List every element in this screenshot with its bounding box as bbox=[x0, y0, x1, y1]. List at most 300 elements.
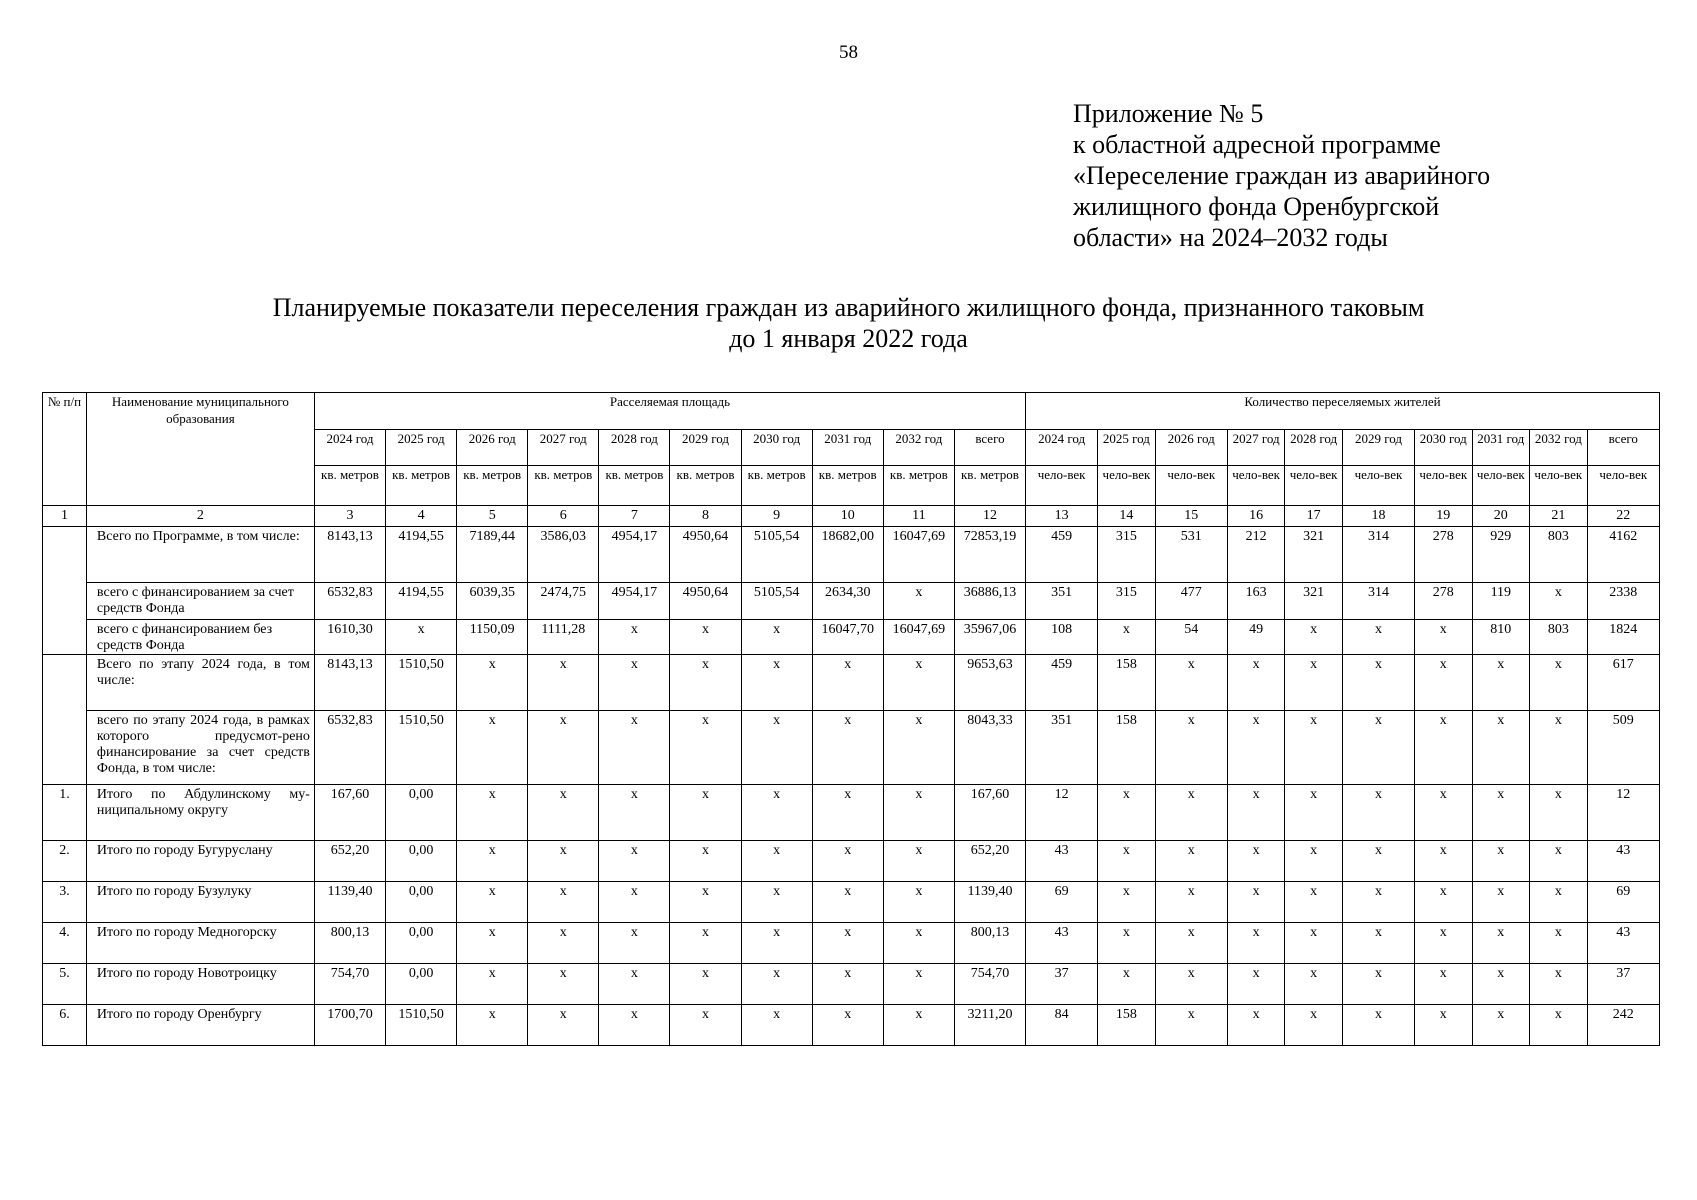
area-value-cell: 16047,69 bbox=[883, 527, 954, 583]
people-unit-header: чело-век bbox=[1098, 466, 1156, 506]
people-year-header: 2030 год bbox=[1415, 430, 1473, 466]
area-value-cell: 652,20 bbox=[954, 841, 1025, 882]
area-unit-header: кв. метров bbox=[457, 466, 528, 506]
people-value-cell: х bbox=[1155, 711, 1227, 785]
area-value-cell: х bbox=[883, 964, 954, 1005]
people-value-cell: 509 bbox=[1587, 711, 1659, 785]
people-value-cell: х bbox=[1098, 923, 1156, 964]
area-value-cell: х bbox=[812, 1005, 883, 1046]
area-unit-header: кв. метров bbox=[741, 466, 812, 506]
area-value-cell: х bbox=[599, 620, 670, 655]
people-value-cell: х bbox=[1415, 1005, 1473, 1046]
people-value-cell: 54 bbox=[1155, 620, 1227, 655]
table-body bbox=[43, 527, 1660, 1046]
people-unit-header: чело-век bbox=[1342, 466, 1414, 506]
people-value-cell: 315 bbox=[1098, 583, 1156, 620]
area-value-cell: х bbox=[599, 841, 670, 882]
area-year-header: 2025 год bbox=[386, 430, 457, 466]
people-value-cell: х bbox=[1098, 841, 1156, 882]
people-value-cell: х bbox=[1530, 841, 1588, 882]
area-year-header: 2028 год bbox=[599, 430, 670, 466]
area-value-cell: 1610,30 bbox=[314, 620, 385, 655]
area-value-cell: х bbox=[599, 711, 670, 785]
area-value-cell: 800,13 bbox=[314, 923, 385, 964]
people-value-cell: 351 bbox=[1026, 583, 1098, 620]
people-value-cell: х bbox=[1155, 882, 1227, 923]
people-value-cell: х bbox=[1530, 711, 1588, 785]
row-name: всего по этапу 2024 года, в рамках которого предусмот-рено финансирование за счет средств Фонда, в том числе: bbox=[86, 711, 314, 785]
people-value-cell: х bbox=[1227, 841, 1285, 882]
area-value-cell: 9653,63 bbox=[954, 655, 1025, 711]
column-number: 17 bbox=[1285, 506, 1343, 527]
area-value-cell: 18682,00 bbox=[812, 527, 883, 583]
table-header bbox=[43, 393, 1660, 527]
people-value-cell: 43 bbox=[1587, 923, 1659, 964]
people-value-cell: х bbox=[1342, 1005, 1414, 1046]
row-name: всего с финансированием за счет средств Фонда bbox=[86, 583, 314, 620]
area-year-header: 2026 год bbox=[457, 430, 528, 466]
area-value-cell: х bbox=[670, 1005, 741, 1046]
people-value-cell: 119 bbox=[1472, 583, 1530, 620]
area-value-cell: 0,00 bbox=[386, 964, 457, 1005]
people-value-cell: 803 bbox=[1530, 527, 1588, 583]
people-value-cell: х bbox=[1227, 964, 1285, 1005]
people-value-cell: 12 bbox=[1026, 785, 1098, 841]
column-number: 12 bbox=[954, 506, 1025, 527]
area-value-cell: х bbox=[457, 923, 528, 964]
people-year-header: 2031 год bbox=[1472, 430, 1530, 466]
column-number: 4 bbox=[386, 506, 457, 527]
area-value-cell: х bbox=[741, 964, 812, 1005]
area-value-cell: х bbox=[812, 655, 883, 711]
header-area-group: Расселяемая площадь bbox=[314, 393, 1025, 430]
area-value-cell: х bbox=[812, 785, 883, 841]
area-value-cell: 1139,40 bbox=[314, 882, 385, 923]
area-value-cell: 2474,75 bbox=[528, 583, 599, 620]
people-value-cell: х bbox=[1342, 785, 1414, 841]
row-number bbox=[43, 655, 87, 785]
area-value-cell: 167,60 bbox=[954, 785, 1025, 841]
people-value-cell: 315 bbox=[1098, 527, 1156, 583]
people-value-cell: 929 bbox=[1472, 527, 1530, 583]
area-value-cell: х bbox=[883, 1005, 954, 1046]
people-value-cell: 108 bbox=[1026, 620, 1098, 655]
area-unit-header: кв. метров bbox=[954, 466, 1025, 506]
column-number: 1 bbox=[43, 506, 87, 527]
column-number: 15 bbox=[1155, 506, 1227, 527]
people-value-cell: х bbox=[1098, 882, 1156, 923]
area-value-cell: х bbox=[457, 841, 528, 882]
area-value-cell: х bbox=[741, 882, 812, 923]
people-value-cell: х bbox=[1530, 583, 1588, 620]
column-number: 11 bbox=[883, 506, 954, 527]
header-name: Наименование муниципального образования bbox=[86, 393, 314, 506]
people-value-cell: х bbox=[1415, 923, 1473, 964]
people-unit-header: чело-век bbox=[1415, 466, 1473, 506]
area-value-cell: 6039,35 bbox=[457, 583, 528, 620]
people-value-cell: х bbox=[1415, 882, 1473, 923]
area-value-cell: х bbox=[812, 882, 883, 923]
row-name: Итого по городу Бузулуку bbox=[86, 882, 314, 923]
area-value-cell: х bbox=[599, 785, 670, 841]
area-value-cell: 754,70 bbox=[314, 964, 385, 1005]
area-value-cell: 5105,54 bbox=[741, 527, 812, 583]
area-value-cell: 0,00 bbox=[386, 841, 457, 882]
people-value-cell: 37 bbox=[1026, 964, 1098, 1005]
people-value-cell: х bbox=[1227, 711, 1285, 785]
people-value-cell: х bbox=[1227, 923, 1285, 964]
area-value-cell: 6532,83 bbox=[314, 711, 385, 785]
header-people-group: Количество переселяемых жителей bbox=[1026, 393, 1660, 430]
table-row bbox=[43, 882, 1660, 923]
area-value-cell: 35967,06 bbox=[954, 620, 1025, 655]
table-row bbox=[43, 583, 1660, 620]
area-value-cell: 3586,03 bbox=[528, 527, 599, 583]
people-value-cell: 158 bbox=[1098, 711, 1156, 785]
table-row bbox=[43, 1005, 1660, 1046]
document-title bbox=[0, 292, 1697, 354]
area-value-cell: 4194,55 bbox=[386, 527, 457, 583]
area-value-cell: 1510,50 bbox=[386, 655, 457, 711]
people-value-cell: х bbox=[1472, 882, 1530, 923]
area-value-cell: х bbox=[670, 841, 741, 882]
people-value-cell: 321 bbox=[1285, 583, 1343, 620]
column-number: 10 bbox=[812, 506, 883, 527]
table-row bbox=[43, 923, 1660, 964]
people-value-cell: х bbox=[1155, 841, 1227, 882]
area-value-cell: 1510,50 bbox=[386, 711, 457, 785]
appendix-line: области» на 2024–2032 годы bbox=[1073, 223, 1388, 252]
people-value-cell: х bbox=[1415, 964, 1473, 1005]
people-value-cell: х bbox=[1530, 1005, 1588, 1046]
row-name: Всего по этапу 2024 года, в том числе: bbox=[86, 655, 314, 711]
people-unit-header: чело-век bbox=[1227, 466, 1285, 506]
area-value-cell: х bbox=[741, 923, 812, 964]
people-value-cell: х bbox=[1415, 620, 1473, 655]
appendix-line: жилищного фонда Оренбургской bbox=[1073, 192, 1440, 221]
column-number: 14 bbox=[1098, 506, 1156, 527]
page-number: 58 bbox=[839, 42, 858, 63]
area-value-cell: 1139,40 bbox=[954, 882, 1025, 923]
area-value-cell: х bbox=[528, 711, 599, 785]
area-unit-header: кв. метров bbox=[599, 466, 670, 506]
area-value-cell: х bbox=[670, 964, 741, 1005]
area-value-cell: х bbox=[883, 583, 954, 620]
column-number: 7 bbox=[599, 506, 670, 527]
area-unit-header: кв. метров bbox=[314, 466, 385, 506]
people-value-cell: 163 bbox=[1227, 583, 1285, 620]
area-value-cell: х bbox=[812, 711, 883, 785]
row-name: Итого по городу Новотроицку bbox=[86, 964, 314, 1005]
people-unit-header: чело-век bbox=[1587, 466, 1659, 506]
column-number: 22 bbox=[1587, 506, 1659, 527]
people-year-header: 2032 год bbox=[1530, 430, 1588, 466]
title-line: до 1 января 2022 года bbox=[729, 324, 968, 353]
people-value-cell: 2338 bbox=[1587, 583, 1659, 620]
area-value-cell: 1111,28 bbox=[528, 620, 599, 655]
people-value-cell: х bbox=[1098, 785, 1156, 841]
row-name: Итого по Абдулинскому му-ниципальному округу bbox=[86, 785, 314, 841]
people-value-cell: 459 bbox=[1026, 527, 1098, 583]
area-unit-header: кв. метров bbox=[883, 466, 954, 506]
people-value-cell: х bbox=[1155, 655, 1227, 711]
people-value-cell: х bbox=[1472, 785, 1530, 841]
people-year-header: 2026 год bbox=[1155, 430, 1227, 466]
row-name: Итого по городу Оренбургу bbox=[86, 1005, 314, 1046]
area-value-cell: 800,13 bbox=[954, 923, 1025, 964]
people-value-cell: 43 bbox=[1026, 923, 1098, 964]
column-number: 6 bbox=[528, 506, 599, 527]
area-value-cell: х bbox=[599, 882, 670, 923]
column-number: 18 bbox=[1342, 506, 1414, 527]
area-unit-header: кв. метров bbox=[386, 466, 457, 506]
people-value-cell: х bbox=[1285, 1005, 1343, 1046]
people-year-header: всего bbox=[1587, 430, 1659, 466]
column-number: 20 bbox=[1472, 506, 1530, 527]
people-unit-header: чело-век bbox=[1530, 466, 1588, 506]
row-number: 1. bbox=[43, 785, 87, 841]
table-row bbox=[43, 655, 1660, 711]
people-value-cell: 314 bbox=[1342, 583, 1414, 620]
area-unit-header: кв. метров bbox=[528, 466, 599, 506]
column-number: 21 bbox=[1530, 506, 1588, 527]
people-value-cell: 803 bbox=[1530, 620, 1588, 655]
column-number: 3 bbox=[314, 506, 385, 527]
area-value-cell: 16047,69 bbox=[883, 620, 954, 655]
column-number: 13 bbox=[1026, 506, 1098, 527]
row-name: Всего по Программе, в том числе: bbox=[86, 527, 314, 583]
people-value-cell: 4162 bbox=[1587, 527, 1659, 583]
people-value-cell: х bbox=[1472, 1005, 1530, 1046]
people-value-cell: х bbox=[1285, 655, 1343, 711]
people-value-cell: 12 bbox=[1587, 785, 1659, 841]
people-value-cell: х bbox=[1285, 711, 1343, 785]
area-value-cell: х bbox=[386, 620, 457, 655]
people-value-cell: х bbox=[1415, 785, 1473, 841]
area-value-cell: х bbox=[883, 711, 954, 785]
area-year-header: всего bbox=[954, 430, 1025, 466]
people-value-cell: х bbox=[1472, 964, 1530, 1005]
people-value-cell: х bbox=[1472, 841, 1530, 882]
area-value-cell: 8043,33 bbox=[954, 711, 1025, 785]
people-value-cell: 459 bbox=[1026, 655, 1098, 711]
people-value-cell: х bbox=[1342, 620, 1414, 655]
people-value-cell: х bbox=[1227, 882, 1285, 923]
area-year-header: 2024 год bbox=[314, 430, 385, 466]
table-row bbox=[43, 841, 1660, 882]
people-value-cell: х bbox=[1285, 785, 1343, 841]
area-value-cell: х bbox=[457, 964, 528, 1005]
people-value-cell: х bbox=[1342, 655, 1414, 711]
row-number: 2. bbox=[43, 841, 87, 882]
people-value-cell: х bbox=[1285, 620, 1343, 655]
area-value-cell: х bbox=[741, 620, 812, 655]
people-value-cell: х bbox=[1342, 923, 1414, 964]
people-value-cell: 242 bbox=[1587, 1005, 1659, 1046]
area-value-cell: х bbox=[741, 785, 812, 841]
people-value-cell: 531 bbox=[1155, 527, 1227, 583]
row-name: Итого по городу Бугуруслану bbox=[86, 841, 314, 882]
people-value-cell: х bbox=[1472, 711, 1530, 785]
area-value-cell: х bbox=[741, 1005, 812, 1046]
people-value-cell: х bbox=[1227, 655, 1285, 711]
people-unit-header: чело-век bbox=[1026, 466, 1098, 506]
area-value-cell: 72853,19 bbox=[954, 527, 1025, 583]
area-value-cell: 1700,70 bbox=[314, 1005, 385, 1046]
title-line: Планируемые показатели переселения граждан из аварийного жилищного фонда, признанного таковым bbox=[272, 293, 1425, 322]
area-value-cell: х bbox=[670, 785, 741, 841]
people-value-cell: 278 bbox=[1415, 527, 1473, 583]
column-number: 9 bbox=[741, 506, 812, 527]
area-value-cell: х bbox=[670, 923, 741, 964]
column-number: 16 bbox=[1227, 506, 1285, 527]
people-value-cell: 617 bbox=[1587, 655, 1659, 711]
area-value-cell: 8143,13 bbox=[314, 527, 385, 583]
people-year-header: 2027 год bbox=[1227, 430, 1285, 466]
area-value-cell: х bbox=[457, 785, 528, 841]
area-unit-header: кв. метров bbox=[812, 466, 883, 506]
people-value-cell: 212 bbox=[1227, 527, 1285, 583]
column-number: 2 bbox=[86, 506, 314, 527]
people-value-cell: 37 bbox=[1587, 964, 1659, 1005]
area-value-cell: х bbox=[670, 655, 741, 711]
area-value-cell: 754,70 bbox=[954, 964, 1025, 1005]
people-value-cell: х bbox=[1530, 882, 1588, 923]
area-year-header: 2032 год bbox=[883, 430, 954, 466]
people-year-header: 2025 год bbox=[1098, 430, 1156, 466]
people-unit-header: чело-век bbox=[1472, 466, 1530, 506]
area-value-cell: х bbox=[883, 841, 954, 882]
area-year-header: 2031 год bbox=[812, 430, 883, 466]
people-value-cell: 69 bbox=[1587, 882, 1659, 923]
people-value-cell: 69 bbox=[1026, 882, 1098, 923]
area-unit-header: кв. метров bbox=[670, 466, 741, 506]
area-value-cell: х bbox=[457, 711, 528, 785]
area-value-cell: х bbox=[599, 923, 670, 964]
area-value-cell: 4194,55 bbox=[386, 583, 457, 620]
table-row bbox=[43, 527, 1660, 583]
appendix-line: «Переселение граждан из аварийного bbox=[1073, 161, 1491, 190]
area-value-cell: х bbox=[812, 841, 883, 882]
people-value-cell: х bbox=[1285, 923, 1343, 964]
table-row bbox=[43, 785, 1660, 841]
row-number: 6. bbox=[43, 1005, 87, 1046]
area-year-header: 2029 год bbox=[670, 430, 741, 466]
area-value-cell: х bbox=[599, 1005, 670, 1046]
people-value-cell: х bbox=[1342, 882, 1414, 923]
table-row bbox=[43, 620, 1660, 655]
area-value-cell: х bbox=[599, 964, 670, 1005]
row-number: 4. bbox=[43, 923, 87, 964]
people-value-cell: 477 bbox=[1155, 583, 1227, 620]
column-number: 8 bbox=[670, 506, 741, 527]
area-value-cell: х bbox=[812, 923, 883, 964]
area-value-cell: 0,00 bbox=[386, 923, 457, 964]
people-value-cell: х bbox=[1530, 785, 1588, 841]
people-value-cell: 314 bbox=[1342, 527, 1414, 583]
header-num: № п/п bbox=[43, 393, 87, 506]
table-row bbox=[43, 964, 1660, 1005]
area-value-cell: х bbox=[741, 841, 812, 882]
area-value-cell: 4950,64 bbox=[670, 583, 741, 620]
area-value-cell: 36886,13 bbox=[954, 583, 1025, 620]
area-value-cell: 167,60 bbox=[314, 785, 385, 841]
area-value-cell: 8143,13 bbox=[314, 655, 385, 711]
appendix-line: к областной адресной программе bbox=[1073, 130, 1441, 159]
row-number: 3. bbox=[43, 882, 87, 923]
people-value-cell: х bbox=[1285, 964, 1343, 1005]
area-value-cell: х bbox=[528, 655, 599, 711]
area-year-header: 2030 год bbox=[741, 430, 812, 466]
people-value-cell: х bbox=[1155, 785, 1227, 841]
area-value-cell: х bbox=[599, 655, 670, 711]
area-value-cell: 5105,54 bbox=[741, 583, 812, 620]
people-value-cell: х bbox=[1415, 841, 1473, 882]
resettlement-table bbox=[42, 392, 1660, 1046]
area-value-cell: 4954,17 bbox=[599, 527, 670, 583]
row-name: Итого по городу Медногорску bbox=[86, 923, 314, 964]
appendix-heading bbox=[1073, 98, 1490, 253]
area-value-cell: 0,00 bbox=[386, 882, 457, 923]
people-value-cell: х bbox=[1155, 923, 1227, 964]
area-value-cell: х bbox=[883, 882, 954, 923]
people-value-cell: х bbox=[1098, 620, 1156, 655]
area-value-cell: х bbox=[457, 882, 528, 923]
area-value-cell: 0,00 bbox=[386, 785, 457, 841]
area-value-cell: х bbox=[528, 964, 599, 1005]
people-value-cell: х bbox=[1155, 1005, 1227, 1046]
column-number: 19 bbox=[1415, 506, 1473, 527]
area-value-cell: х bbox=[528, 841, 599, 882]
area-value-cell: 3211,20 bbox=[954, 1005, 1025, 1046]
area-value-cell: 16047,70 bbox=[812, 620, 883, 655]
row-number: 5. bbox=[43, 964, 87, 1005]
people-value-cell: х bbox=[1472, 655, 1530, 711]
people-value-cell: х bbox=[1530, 964, 1588, 1005]
people-value-cell: 43 bbox=[1026, 841, 1098, 882]
area-value-cell: 1150,09 bbox=[457, 620, 528, 655]
people-value-cell: 810 bbox=[1472, 620, 1530, 655]
area-value-cell: 4950,64 bbox=[670, 527, 741, 583]
people-value-cell: х bbox=[1415, 711, 1473, 785]
people-value-cell: 158 bbox=[1098, 1005, 1156, 1046]
people-value-cell: 43 bbox=[1587, 841, 1659, 882]
row-number bbox=[43, 527, 87, 655]
people-value-cell: 49 bbox=[1227, 620, 1285, 655]
people-value-cell: х bbox=[1415, 655, 1473, 711]
people-unit-header: чело-век bbox=[1155, 466, 1227, 506]
area-value-cell: х bbox=[457, 1005, 528, 1046]
people-value-cell: 278 bbox=[1415, 583, 1473, 620]
area-value-cell: х bbox=[883, 655, 954, 711]
appendix-line: Приложение № 5 bbox=[1073, 99, 1264, 128]
people-value-cell: х bbox=[1342, 711, 1414, 785]
area-value-cell: 652,20 bbox=[314, 841, 385, 882]
people-value-cell: х bbox=[1342, 964, 1414, 1005]
area-value-cell: х bbox=[670, 620, 741, 655]
people-year-header: 2024 год bbox=[1026, 430, 1098, 466]
area-value-cell: 4954,17 bbox=[599, 583, 670, 620]
area-value-cell: х bbox=[670, 711, 741, 785]
area-value-cell: х bbox=[741, 655, 812, 711]
area-value-cell: 7189,44 bbox=[457, 527, 528, 583]
column-number: 5 bbox=[457, 506, 528, 527]
people-year-header: 2028 год bbox=[1285, 430, 1343, 466]
area-value-cell: х bbox=[812, 964, 883, 1005]
area-value-cell: 1510,50 bbox=[386, 1005, 457, 1046]
area-value-cell: 6532,83 bbox=[314, 583, 385, 620]
area-value-cell: х bbox=[528, 785, 599, 841]
